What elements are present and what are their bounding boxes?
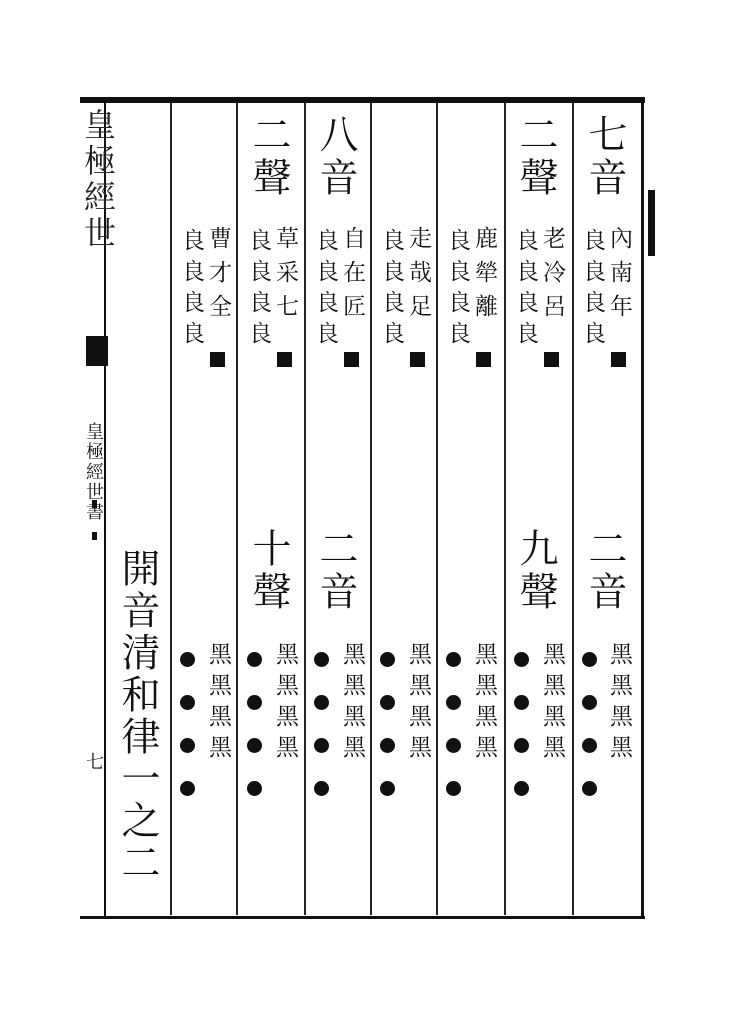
dot-mark [247, 652, 262, 667]
column-rows: 良良良良 [579, 228, 605, 352]
blank-square [210, 352, 225, 367]
column-rows: 良良良良 [378, 228, 404, 352]
dot-column [314, 652, 329, 824]
dot-mark [514, 695, 529, 710]
dot-mark [247, 781, 262, 796]
blank-square [544, 352, 559, 367]
column-chars: 走哉足 [405, 226, 431, 328]
column-marks: 黑黑黑黑 [205, 642, 231, 766]
column-rows: 良良良良 [312, 228, 338, 352]
dot-column [180, 652, 195, 824]
column-divider [436, 103, 438, 915]
blank-square [476, 352, 491, 367]
column-divider [236, 103, 238, 915]
column-rows: 良良良良 [512, 228, 538, 352]
column-rows: 良良良良 [245, 228, 271, 352]
dot-mark [380, 652, 395, 667]
dot-mark [514, 781, 529, 796]
dot-mark [314, 781, 329, 796]
dot-mark [380, 695, 395, 710]
dot-mark [514, 652, 529, 667]
dot-mark [314, 652, 329, 667]
dot-mark [446, 695, 461, 710]
column-marks: 黑黑黑黑 [339, 642, 365, 766]
column-chars: 草采七 [272, 226, 298, 328]
column-chars: 內南年 [606, 226, 632, 328]
frame-right-border [641, 100, 644, 918]
dot-mark [582, 695, 597, 710]
dot-mark [582, 738, 597, 753]
blank-square [611, 352, 626, 367]
bottom-heading: 二音 [313, 528, 358, 614]
column-divider [572, 103, 574, 915]
frame-bottom-border [80, 916, 645, 919]
dot-column [514, 652, 529, 824]
dot-mark [247, 738, 262, 753]
dot-mark [446, 652, 461, 667]
dot-column [582, 652, 597, 824]
column-marks: 黑黑黑黑 [272, 642, 298, 766]
column-divider [170, 103, 172, 915]
column-marks: 黑黑黑黑 [471, 642, 497, 766]
dot-column [446, 652, 461, 824]
dot-mark [180, 652, 195, 667]
blank-square [410, 352, 425, 367]
frame-top-border [80, 97, 645, 103]
dot-column [247, 652, 262, 824]
column-divider [504, 103, 506, 915]
edge-fishtail-block [86, 336, 108, 366]
dot-mark [514, 738, 529, 753]
dot-mark [582, 781, 597, 796]
top-heading: 八音 [313, 114, 358, 200]
column-marks: 黑黑黑黑 [606, 642, 632, 766]
column-marks: 黑黑黑黑 [539, 642, 565, 766]
dot-column [380, 652, 395, 824]
dot-mark [446, 738, 461, 753]
bottom-heading: 二音 [582, 528, 627, 614]
dot-mark [446, 781, 461, 796]
column-rows: 良良良良 [444, 228, 470, 352]
column-chars: 老冷呂 [539, 226, 565, 328]
edge-book-title: 皇極經世書 [83, 422, 104, 522]
dot-mark [582, 652, 597, 667]
dot-mark [380, 738, 395, 753]
top-heading: 二聲 [246, 114, 291, 200]
column-marks: 黑黑黑黑 [405, 642, 431, 766]
column-divider [370, 103, 372, 915]
blank-square [344, 352, 359, 367]
column-chars: 鹿犖離 [471, 226, 497, 328]
bottom-heading: 九聲 [513, 528, 558, 614]
chapter-title: 開音清和律一之二 [115, 548, 160, 884]
column-rows: 良良良良 [178, 228, 204, 352]
top-heading: 七音 [582, 114, 627, 200]
dot-mark [380, 781, 395, 796]
column-chars: 曹才全 [205, 226, 231, 328]
dot-mark [314, 695, 329, 710]
spine-mark [648, 190, 655, 256]
dot-mark [314, 738, 329, 753]
top-heading: 二聲 [513, 114, 558, 200]
edge-page-number: 七 [83, 752, 104, 770]
dot-mark [180, 781, 195, 796]
edge-title: 皇極經世 [79, 108, 117, 252]
spine-dash [92, 532, 97, 540]
dot-mark [180, 738, 195, 753]
column-divider [304, 103, 306, 915]
dot-mark [247, 695, 262, 710]
column-chars: 自在匠 [339, 226, 365, 328]
bottom-heading: 十聲 [246, 528, 291, 614]
blank-square [277, 352, 292, 367]
dot-mark [180, 695, 195, 710]
